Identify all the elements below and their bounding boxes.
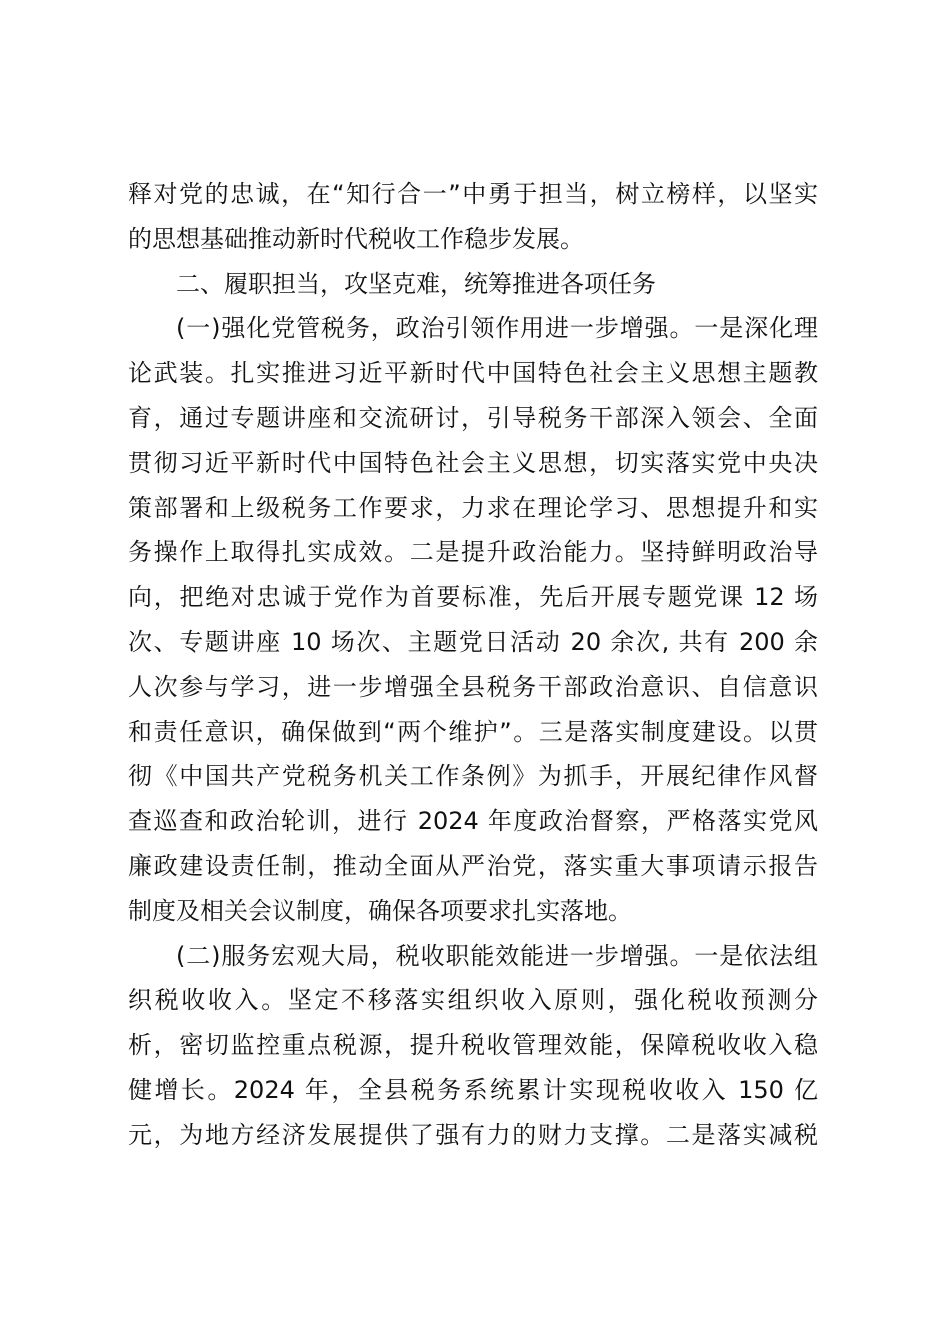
paragraph-1-line-9: 人次参与学习，进一步增强全县税务干部政治意识、自信意识 (128, 672, 818, 701)
paragraph-2-line-2: 织税收收入。坚定不移落实组织收入原则，强化税收预测分 (128, 986, 818, 1015)
paragraph-1-line-13: 廉政建设责任制，推动全面从严治党，落实重大事项请示报告 (128, 851, 818, 880)
paragraph-1-line-12: 查巡查和政治轮训，进行 2024 年度政治督察，严格落实党风 (128, 807, 818, 836)
paragraph-1-line-11: 彻《中国共产党税务机关工作条例》为抓手，开展纪律作风督 (128, 762, 818, 791)
paragraph-1-line-8: 次、专题讲座 10 场次、主题党日活动 20 余次, 共有 200 余 (128, 627, 818, 656)
paragraph-1-line-3: 育，通过专题讲座和交流研讨，引导税务干部深入领会、全面 (128, 403, 818, 432)
paragraph-1-line-10: 和责任意识，确保做到“两个维护”。三是落实制度建设。以贯 (128, 717, 818, 746)
paragraph-1-line-7: 向，把绝对忠诚于党作为首要标准，先后开展专题党课 12 场 (128, 583, 818, 612)
paragraph-1-line-4: 贯彻习近平新时代中国特色社会主义思想，切实落实党中央决 (128, 448, 818, 477)
paragraph-1-line-1: (一)强化党管税务，政治引领作用进一步增强。一是深化理 (176, 314, 818, 343)
text-line-1: 释对党的忠诚，在“知行合一”中勇于担当，树立榜样，以坚实 (128, 180, 818, 208)
paragraph-1-line-14: 制度及相关会议制度，确保各项要求扎实落地。 (128, 896, 632, 925)
paragraph-2-line-3: 析，密切监控重点税源，提升税收管理效能，保障税收收入稳 (128, 1031, 818, 1060)
document-body (128, 172, 818, 1158)
paragraph-2-line-5: 元，为地方经济发展提供了强有力的财力支撑。二是落实减税 (128, 1120, 818, 1149)
paragraph-1-line-2: 论武装。扎实推进习近平新时代中国特色社会主义思想主题教 (128, 359, 818, 388)
paragraph-2-line-4: 健增长。2024 年，全县税务系统累计实现税收收入 150 亿 (128, 1075, 818, 1104)
paragraph-2-line-1: (二)服务宏观大局，税收职能效能进一步增强。一是依法组 (176, 941, 818, 970)
paragraph-1-line-6: 务操作上取得扎实成效。二是提升政治能力。坚持鲜明政治导 (128, 538, 818, 567)
text-line-2: 的思想基础推动新时代税收工作稳步发展。 (128, 224, 584, 253)
section-heading: 二、履职担当，攻坚克难，统筹推进各项任务 (176, 269, 656, 298)
paragraph-1-line-5: 策部署和上级税务工作要求，力求在理论学习、思想提升和实 (128, 493, 818, 522)
